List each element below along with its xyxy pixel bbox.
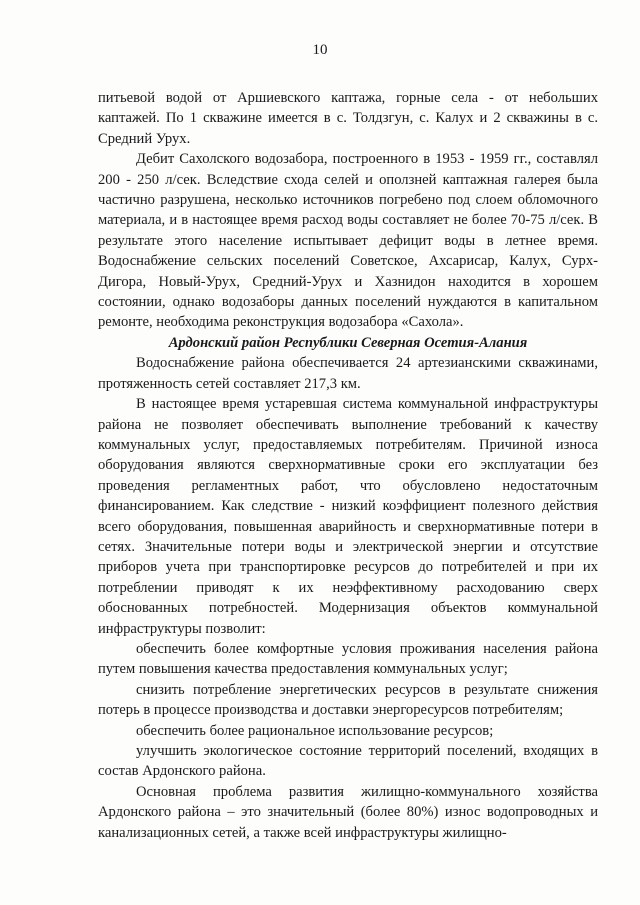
body-text [98, 88, 598, 843]
list-item-resources: обеспечить более рациональное использование ресурсов; [136, 722, 494, 739]
list-item-ecology: улучшить экологическое состояние территорий поселений, входящих в состав Ардонского района. [98, 743, 598, 780]
paragraph-continuation: питьевой водой от Аршиевского каптажа, горные села - от небольших каптажей. По 1 скважине имеется в с. Толдзгун, с. Калух и 2 скважины в с. Средний Урух. [98, 90, 598, 147]
paragraph-sahol-intake: Дебит Сахолского водозабора, построенного в 1953 - 1959 гг., составлял 200 - 250 л/сек. Вследствие схода селей и оползней каптажная галерея была частично разрушена, несколько источников погребено под слоем обломочного материала, и в настоящее время расход воды составляет не более 70-75 л/сек. В результате этого население испытывает дефицит воды в летнее время. Водоснабжение сельских поселений Советское, Ахсарисар, Калух, Сурх-Дигора, Новый-Урух, Средний-Урух и Хазнидон находится в хорошем состоянии, однако водозаборы данных поселений нуждаются в капитальном ремонте, необходима реконструкция водозабора «Сахола». [98, 151, 598, 331]
paragraph-water-supply: Водоснабжение района обеспечивается 24 артезианскими скважинами, протяженность сетей составляет 217,3 км. [98, 355, 598, 392]
list-item-comfort: обеспечить более комфортные условия проживания населения района путем повышения качества предоставления коммунальных услуг; [98, 640, 598, 678]
list-item-energy: снизить потребление энергетических ресурсов в результате снижения потерь в процессе производства и доставки энергоресурсов потребителям; [98, 681, 598, 719]
paragraph-infrastructure: В настоящее время устаревшая система коммунальной инфраструктуры района не позволяет обеспечивать выполнение требований к качеству коммунальных услуг, предоставляемых потребителям. Причиной износа оборудования являются сверхнормативные сроки его эксплуатации без проведения регламентных работ, что обусловлено недостаточным финансированием. Как следствие - низкий коэффициент полезного действия всего оборудования, повышенная аварийность и сверхнормативные потери в сетях. Значительные потери воды и электрической энергии и отсутствие приборов учета при транспортировке ресурсов до потребителей и при их потреблении приводят к их неэффективному расходованию сверх обоснованных потребностей. Модернизация объектов коммунальной инфраструктуры позволит: [98, 396, 598, 637]
paragraph-main-problem: Основная проблема развития жилищно-коммунального хозяйства Ардонского района – это значительный (более 80%) износ водопроводных и канализационных сетей, а также всей инфраструктуры жилищно- [98, 783, 598, 841]
section-heading: Ардонский район Республики Северная Осетия-Алания [168, 334, 528, 351]
page-number: 10 [312, 42, 328, 58]
